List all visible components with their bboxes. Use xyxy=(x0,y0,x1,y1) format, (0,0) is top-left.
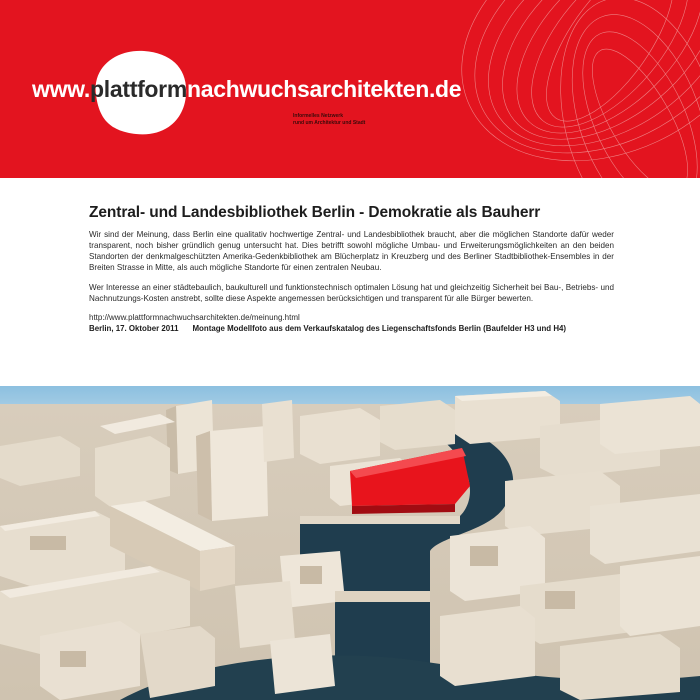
url-highlight: plattform xyxy=(90,76,187,102)
url-suffix: nachwuchsarchitekten.de xyxy=(186,76,462,102)
article-paragraph-2: Wer Interesse an einer städtebaulich, baukulturell und funktionstechnisch optimalen Lösung hat und gleichzeitig Sicherheit bei Bau-, Betriebs- und Nachnutzungs-Kosten anstrebt, sollte diese Aspekte angemessen berücksichtigen und transparent für alle Bürger bewerten. xyxy=(89,282,614,303)
article-section xyxy=(0,178,700,386)
network-tagline xyxy=(293,113,453,127)
tagline-line-2: rund um Architektur und Stadt xyxy=(293,120,366,126)
header-banner xyxy=(0,0,700,178)
url-prefix: www. xyxy=(32,76,91,102)
tagline-line-1: Informelles Netzwerk xyxy=(293,113,344,119)
place-date: Berlin, 17. Oktober 2011 xyxy=(89,324,179,334)
embankment xyxy=(300,516,460,524)
model-photo xyxy=(0,386,700,700)
article-paragraph-1: Wir sind der Meinung, dass Berlin eine qualitativ hochwertige Zentral- und Landesbibliothek braucht, aber die möglichen Standorte dafür weder transparent, noch bisher gründlich genug untersucht hat. Dies betrifft sowohl mögliche Umbau- und Erweiterungsmöglichkeiten an den beiden Standorten der denkmalgeschützten Amerika-Gedenkbibliothek am Blücherplatz in Kreuzberg und des Berliner Stadtbibliothek-Ensembles in der Breiten Strasse in Mitte, als auch mögliche Standorte für einen zentralen Neubau. xyxy=(89,230,614,272)
article-link[interactable]: http://www.plattformnachwuchsarchitekten.de/meinung.html xyxy=(89,313,300,323)
model-photo-illustration xyxy=(0,386,700,700)
article-title: Zentral- und Landesbibliothek Berlin - Demokratie als Bauherr xyxy=(89,204,541,221)
swirl-pattern-graphic xyxy=(440,0,700,178)
bridge xyxy=(335,591,430,602)
article-footer-line xyxy=(89,323,614,334)
website-url-logo[interactable] xyxy=(32,76,461,110)
photo-caption: Montage Modellfoto aus dem Verkaufskatalog des Liegenschaftsfonds Berlin (Baufelder H3 und H4) xyxy=(192,324,567,334)
